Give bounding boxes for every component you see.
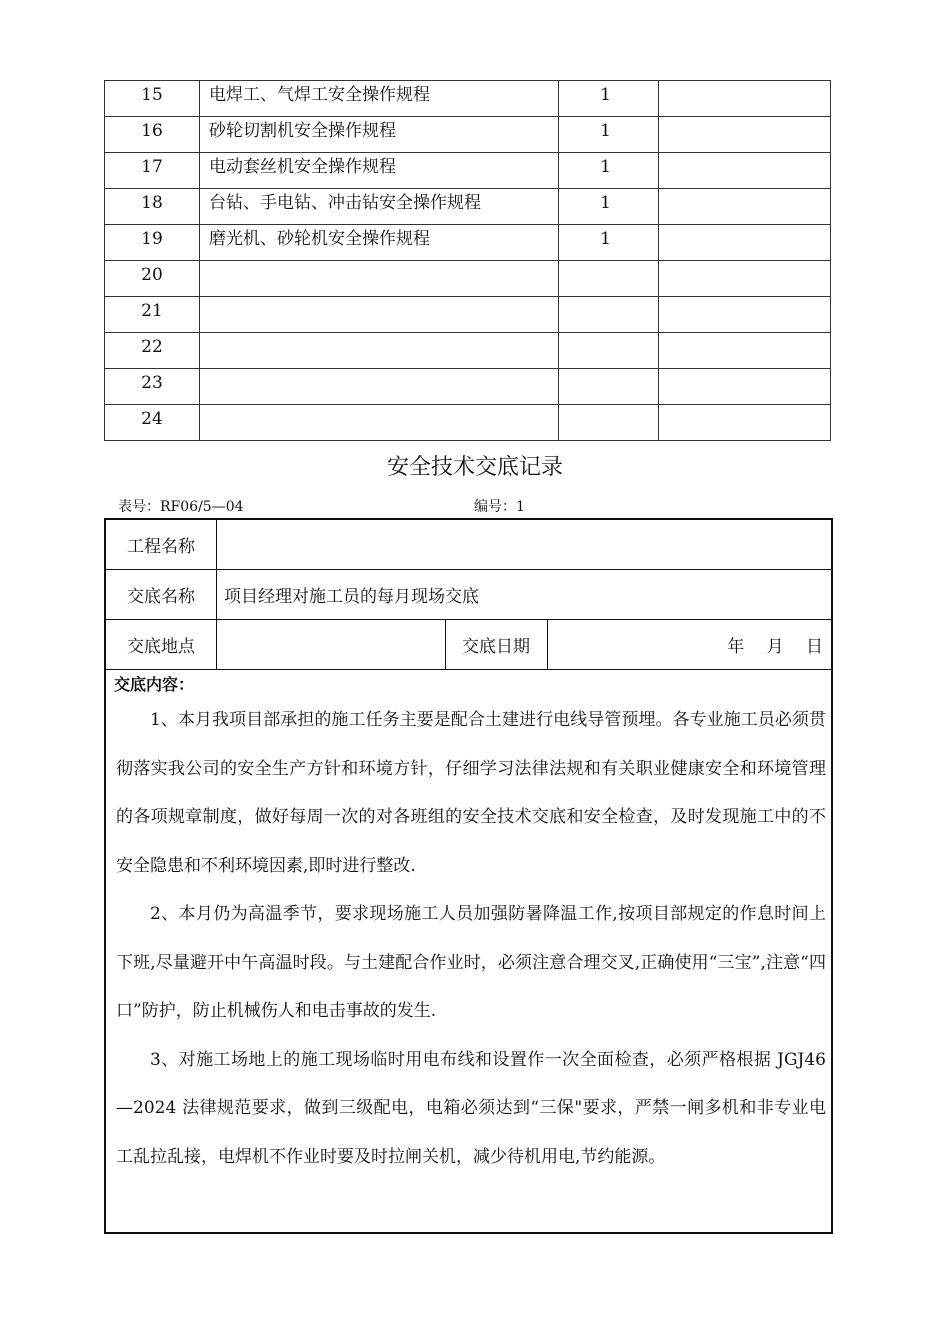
remark xyxy=(659,261,831,297)
content-label: 交底内容： xyxy=(114,675,195,694)
remark xyxy=(659,189,831,225)
table-row xyxy=(105,225,831,261)
project-name-row xyxy=(106,520,831,570)
remark xyxy=(659,405,831,441)
procedure-name xyxy=(200,405,559,441)
procedure-name xyxy=(200,333,559,369)
procedure-name: 电动套丝机安全操作规程 xyxy=(200,153,559,189)
location-label: 交底地点 xyxy=(127,637,195,657)
row-number: 15 xyxy=(105,81,200,117)
row-number: 19 xyxy=(105,225,200,261)
procedure-name xyxy=(200,369,559,405)
location-date-row xyxy=(106,620,831,670)
procedure-name xyxy=(200,261,559,297)
handover-name-value: 项目经理对施工员的每月现场交底 xyxy=(224,587,479,607)
row-number: 23 xyxy=(105,369,200,405)
row-number: 24 xyxy=(105,405,200,441)
row-number: 22 xyxy=(105,333,200,369)
remark xyxy=(659,297,831,333)
date-value: 年 月 日 xyxy=(727,637,823,657)
row-number: 16 xyxy=(105,117,200,153)
quantity: 1 xyxy=(559,189,659,225)
quantity xyxy=(559,369,659,405)
remark xyxy=(659,117,831,153)
quantity xyxy=(559,405,659,441)
quantity xyxy=(559,333,659,369)
operating-procedures-table xyxy=(104,80,831,441)
content-paragraph-1: 1、本月我项目部承担的施工任务主要是配合土建进行电线导管预埋。各专业施工员必须贯彻落实我公司的安全生产方针和环境方针，仔细学习法律法规和有关职业健康安全和环境管理的各项规章制度，做好每周一次的对各班组的安全技术交底和安全检查，及时发现施工中的不安全隐患和不利环境因素,即时进行整改. xyxy=(116,710,826,876)
quantity xyxy=(559,297,659,333)
table-row xyxy=(105,333,831,369)
serial-number: 编号：1 xyxy=(474,499,525,515)
row-number: 17 xyxy=(105,153,200,189)
handover-content xyxy=(116,696,826,1181)
handover-record-form xyxy=(104,518,833,1234)
table-row xyxy=(105,153,831,189)
document-title: 安全技术交底记录 xyxy=(386,455,563,480)
quantity xyxy=(559,261,659,297)
procedure-name: 电焊工、气焊工安全操作规程 xyxy=(200,81,559,117)
quantity: 1 xyxy=(559,117,659,153)
row-number: 18 xyxy=(105,189,200,225)
table-row xyxy=(105,405,831,441)
table-row xyxy=(105,369,831,405)
remark xyxy=(659,225,831,261)
procedure-name: 砂轮切割机安全操作规程 xyxy=(200,117,559,153)
row-number: 21 xyxy=(105,297,200,333)
quantity: 1 xyxy=(559,81,659,117)
quantity: 1 xyxy=(559,153,659,189)
remark xyxy=(659,153,831,189)
row-number: 20 xyxy=(105,261,200,297)
remark xyxy=(659,333,831,369)
procedure-name xyxy=(200,297,559,333)
table-row xyxy=(105,117,831,153)
table-row xyxy=(105,297,831,333)
quantity: 1 xyxy=(559,225,659,261)
handover-name-row xyxy=(106,570,831,620)
table-row xyxy=(105,81,831,117)
remark xyxy=(659,81,831,117)
procedure-name: 磨光机、砂轮机安全操作规程 xyxy=(200,225,559,261)
table-row xyxy=(105,189,831,225)
handover-name-label: 交底名称 xyxy=(127,587,195,607)
procedure-name: 台钻、手电钻、冲击钻安全操作规程 xyxy=(200,189,559,225)
remark xyxy=(659,369,831,405)
content-paragraph-3: 3、对施工场地上的施工现场临时用电布线和设置作一次全面检查，必须严格根据 JGJ46—2024 法律规范要求，做到三级配电，电箱必须达到“三保"要求，严禁一闸多机和非专业电工乱拉乱接，电焊机不作业时要及时拉闸关机，减少待机用电,节约能源。 xyxy=(116,1049,826,1167)
date-label: 交底日期 xyxy=(462,637,530,657)
content-paragraph-2: 2、本月仍为高温季节，要求现场施工人员加强防暑降温工作,按项目部规定的作息时间上下班,尽量避开中午高温时段。与土建配合作业时，必须注意合理交叉,正确使用“三宝”,注意“四口”防护，防止机械伤人和电击事故的发生. xyxy=(116,904,826,1021)
form-number: 表号：RF06/5—04 xyxy=(118,499,244,515)
project-name-label: 工程名称 xyxy=(127,537,195,557)
table-row xyxy=(105,261,831,297)
